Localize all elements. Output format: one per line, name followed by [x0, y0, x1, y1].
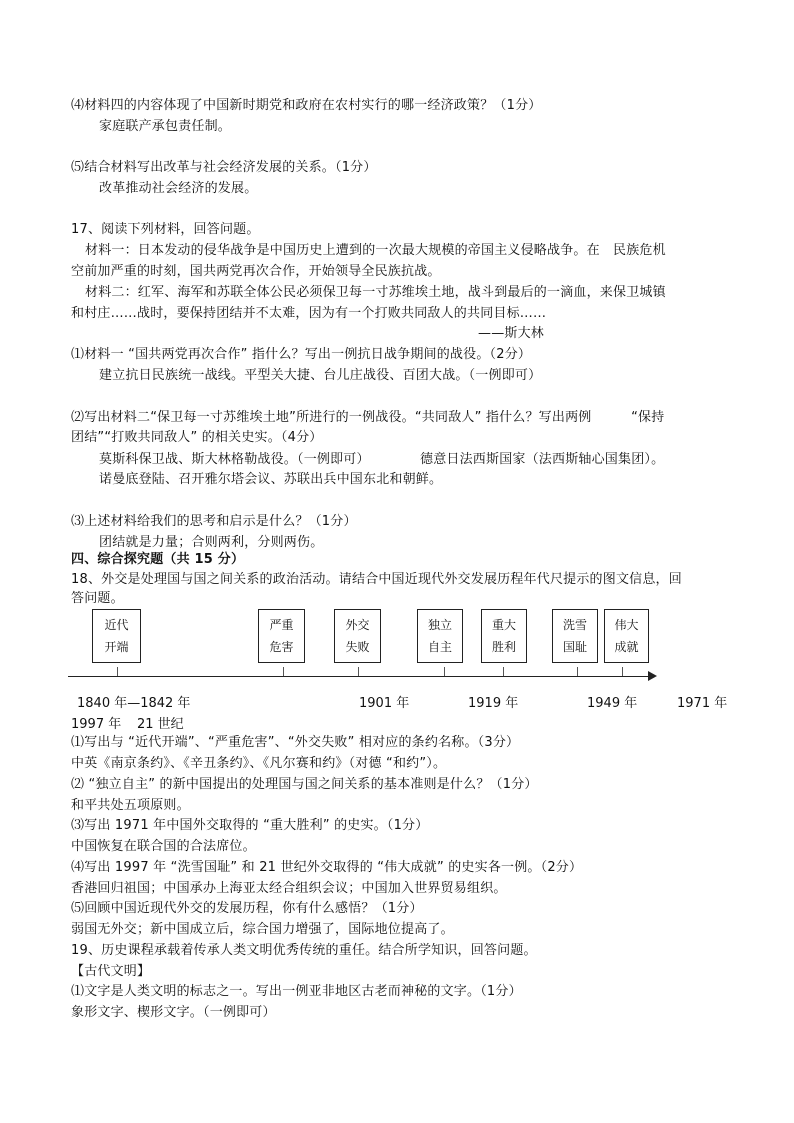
q18-5-question: ⑸回顾中国近现代外交的发展历程，你有什么感悟？（1分）: [71, 901, 423, 916]
timeline-box-great-achievement: 伟大 成就: [604, 609, 649, 663]
q18-3-question: ⑶写出 1971 年中国外交取得的 “重大胜利” 的史实。（1分）: [71, 818, 429, 833]
q18-2-question: ⑵ “独立自主” 的新中国提出的处理国与国之间关系的基本准则是什么？（1分）: [71, 777, 538, 792]
timeline-tick: [444, 667, 445, 676]
q17-material1-line2: 空前加严重的时刻，国共两党再次合作，开始领导全民族抗战。: [71, 264, 441, 279]
timeline-tick: [577, 667, 578, 676]
q18-1-answer: 中英《南京条约》、《辛丑条约》、《凡尔赛和约》（对德 “和约”）。: [71, 756, 447, 771]
timeline-tick: [622, 667, 623, 676]
q18-4-question: ⑷写出 1997 年 “洗雪国耻” 和 21 世纪外交取得的 “伟大成就” 的史实各一例。（2分）: [71, 860, 583, 875]
timeline-box-serious-harm: 严重 危害: [258, 609, 305, 663]
timeline-tick: [283, 667, 284, 676]
q18-stem-line1: 18、外交是处理国与国之间关系的政治活动。请结合中国近现代外交发展历程年代尺提示的图文信息，回: [71, 572, 682, 587]
timeline-tick: [117, 667, 118, 676]
q17-2-question-line2: 团结”“打败共同敌人” 的相关史实。（4分）: [71, 430, 323, 445]
timeline-year-1919: 1919 年: [468, 696, 519, 711]
q17-3-answer: 团结就是力量；合则两利，分则两伤。: [99, 535, 324, 550]
q19-stem: 19、历史课程承载着传承人类文明优秀传统的重任。结合所学知识，回答问题。: [71, 943, 537, 958]
q16-5-answer: 改革推动社会经济的发展。: [99, 181, 258, 196]
q17-material2-line1: 材料二：红军、海军和苏联全体公民必须保卫每一寸苏维埃土地，战斗到最后的一滴血，来保卫城镇: [85, 285, 666, 300]
q16-5-question: ⑸结合材料写出改革与社会经济发展的关系。（1分）: [71, 160, 377, 175]
q17-1-answer: 建立抗日民族统一战线。平型关大捷、台儿庄战役、百团大战。（一例即可）: [99, 368, 542, 383]
q17-2-answer-battle: 莫斯科保卫战、斯大林格勒战役。（一例即可）: [99, 452, 370, 467]
timeline-year-1997: 1997 年: [71, 717, 122, 732]
q19-1-answer: 象形文字、楔形文字。（一例即可）: [71, 1005, 276, 1020]
timeline-box-modern-beginning: 近代 开端: [92, 609, 141, 663]
timeline-year-1949: 1949 年: [587, 696, 638, 711]
timeline-box-diplomatic-failure: 外交 失败: [334, 609, 381, 663]
q18-stem-line2: 答问题。: [71, 591, 124, 606]
q16-4-answer: 家庭联产承包责任制。: [99, 119, 232, 134]
q17-material2-source: ——斯大林: [478, 326, 545, 341]
q18-2-answer: 和平共处五项原则。: [71, 798, 190, 813]
timeline-year-21st-century: 21 世纪: [137, 717, 184, 732]
timeline-box-independence: 独立 自主: [417, 609, 463, 663]
timeline-tick: [358, 667, 359, 676]
timeline-year-1840: 1840 年—1842 年: [77, 696, 191, 711]
q18-5-answer: 弱国无外交；新中国成立后，综合国力增强了，国际地位提高了。: [71, 922, 454, 937]
q17-material2-line2: 和村庄……战时，要保持团结并不太难，因为有一个打败共同敌人的共同目标……: [71, 306, 547, 321]
q18-1-question: ⑴写出与 “近代开端”、“严重危害”、“外交失败” 相对应的条约名称。（3分）: [71, 735, 520, 750]
timeline-box-national-humiliation-cleansed: 洗雪 国耻: [552, 609, 598, 663]
q18-3-answer: 中国恢复在联合国的合法席位。: [71, 839, 256, 854]
q19-1-question: ⑴文字是人类文明的标志之一。写出一例亚非地区古老而神秘的文字。（1分）: [71, 984, 522, 999]
timeline-arrow-icon: [648, 671, 657, 681]
q17-1-question: ⑴材料一 “国共两党再次合作” 指什么？写出一例抗日战争期间的战役。（2分）: [71, 347, 532, 362]
timeline-year-1971: 1971 年: [677, 696, 728, 711]
q17-3-question: ⑶上述材料给我们的思考和启示是什么？（1分）: [71, 514, 357, 529]
q17-material1-line1: 材料一：日本发动的侵华战争是中国历史上遭到的一次最大规模的帝国主义侵略战争。在 民族危机: [85, 243, 666, 258]
timeline-year-1901: 1901 年: [359, 696, 410, 711]
section4-heading: 四、综合探究题（共 15 分）: [71, 552, 245, 567]
q17-stem: 17、阅读下列材料，回答问题。: [71, 222, 260, 237]
timeline-axis: [68, 676, 650, 677]
q17-2-answer-facts: 诺曼底登陆、召开雅尔塔会议、苏联出兵中国东北和朝鲜。: [99, 472, 443, 487]
q17-2-question-line1: ⑵写出材料二“保卫每一寸苏维埃土地”所进行的一例战役。“共同敌人” 指什么？写出两例 “保持: [71, 410, 665, 425]
timeline-box-major-victory: 重大 胜利: [481, 609, 527, 663]
q16-4-question: ⑷材料四的内容体现了中国新时期党和政府在农村实行的哪一经济政策？（1分）: [71, 98, 542, 113]
q17-2-answer-enemy: 德意日法西斯国家（法西斯轴心国集团）。: [420, 452, 665, 467]
q18-4-answer: 香港回归祖国；中国承办上海亚太经合组织会议；中国加入世界贸易组织。: [71, 881, 507, 896]
q19-section-ancient: 【古代文明】: [71, 964, 151, 979]
timeline-tick: [503, 667, 504, 676]
